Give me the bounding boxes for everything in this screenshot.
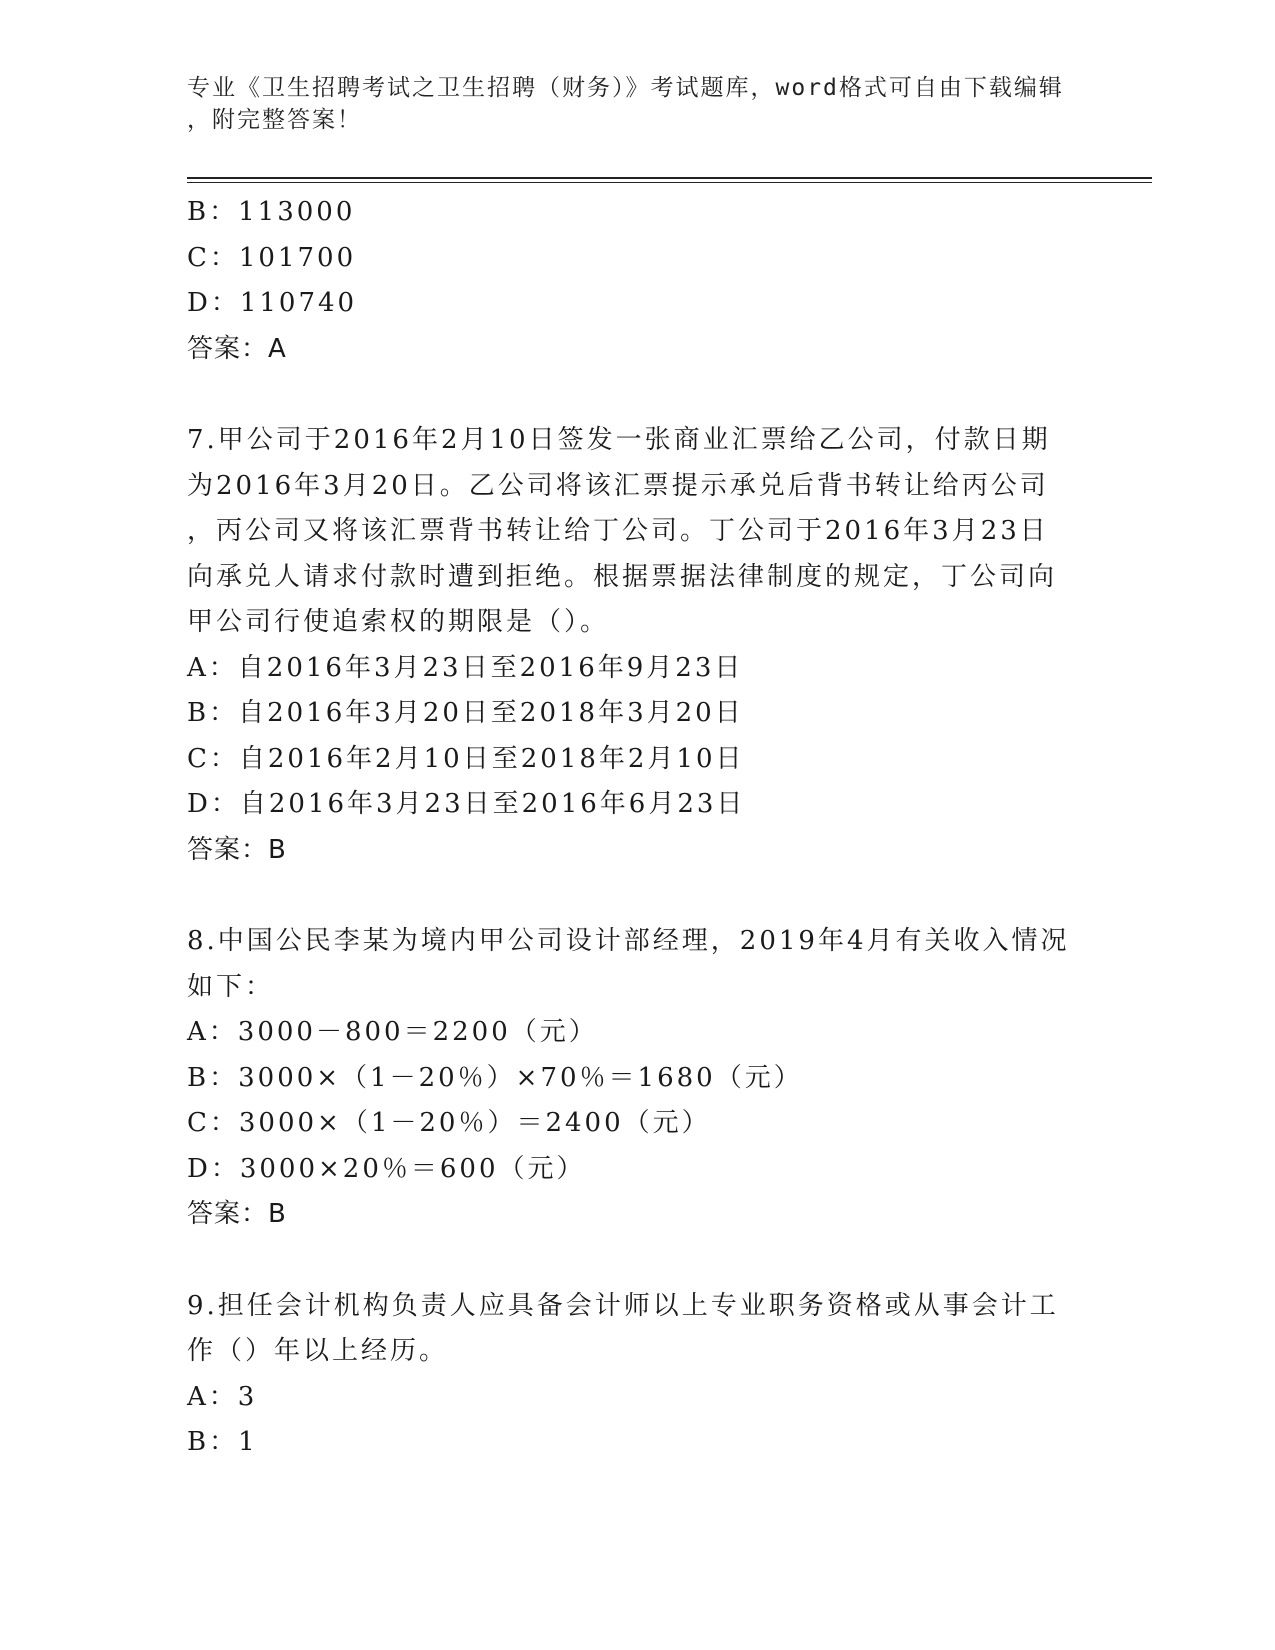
answer-line: 答案：A	[187, 333, 287, 364]
question-8-stem-line: 如下：	[187, 971, 275, 1002]
question-7-stem-line: 7.甲公司于2016年2月10日签发一张商业汇票给乙公司，付款日期	[187, 425, 1051, 455]
document-body	[187, 190, 1087, 1466]
question-7-option-c: C：自2016年2月10日至2018年2月10日	[187, 743, 745, 774]
question-8-block	[187, 919, 1087, 1238]
question-7-option-b: B：自2016年3月20日至2018年3月20日	[187, 698, 744, 728]
question-9-stem-line: 9.担任会计机构负责人应具备会计师以上专业职务资格或从事会计工	[187, 1290, 1059, 1321]
question-7-option-d: D：自2016年3月23日至2016年6月23日	[187, 789, 746, 819]
question-9-option-a: A：3	[187, 1381, 258, 1412]
header-divider-thick	[187, 177, 1152, 179]
question-7-stem-line: ，丙公司又将该汇票背书转让给丁公司。丁公司于2016年3月23日	[187, 516, 1049, 546]
spacer	[187, 873, 1087, 919]
question-8-option-c: C：3000×（1－20％）＝2400（元）	[187, 1108, 711, 1138]
option-c: C：101700	[187, 242, 357, 273]
question-8-stem-line: 8.中国公民李某为境内甲公司设计部经理，2019年4月有关收入情况	[187, 926, 1070, 956]
question-8-option-a: A：3000－800＝2200（元）	[187, 1017, 598, 1047]
document-header	[187, 72, 1067, 136]
question-7-block	[187, 418, 1087, 873]
prev-question-block	[187, 190, 1087, 372]
question-8-option-b: B：3000×（1－20％）×70％＝1680（元）	[187, 1062, 803, 1093]
header-divider-thin	[187, 182, 1152, 183]
spacer	[187, 1238, 1087, 1284]
question-7-stem-line: 向承兑人请求付款时遭到拒绝。根据票据法律制度的规定，丁公司向	[187, 561, 1058, 592]
question-7-stem-line: 甲公司行使追索权的期限是（）。	[187, 607, 610, 637]
option-d: D：110740	[187, 288, 358, 318]
option-b: B：113000	[187, 197, 356, 227]
question-8-option-d: D：3000×20％＝600（元）	[187, 1153, 586, 1184]
question-7-stem-line: 为2016年3月20日。乙公司将该汇票提示承兑后背书转让给丙公司	[187, 470, 1049, 501]
question-7-option-a: A：自2016年3月23日至2016年9月23日	[187, 652, 744, 683]
question-9-block	[187, 1284, 1087, 1466]
header-line-1: 专业《卫生招聘考试之卫生招聘（财务）》考试题库，word格式可自由下载编辑	[187, 75, 1064, 101]
spacer	[187, 372, 1087, 418]
question-9-stem-line: 作（）年以上经历。	[187, 1336, 449, 1366]
question-9-option-b: B：1	[187, 1427, 258, 1457]
header-line-2: ，附完整答案！	[187, 107, 362, 133]
question-8-answer: 答案：B	[187, 1199, 287, 1229]
question-7-answer: 答案：B	[187, 834, 287, 865]
